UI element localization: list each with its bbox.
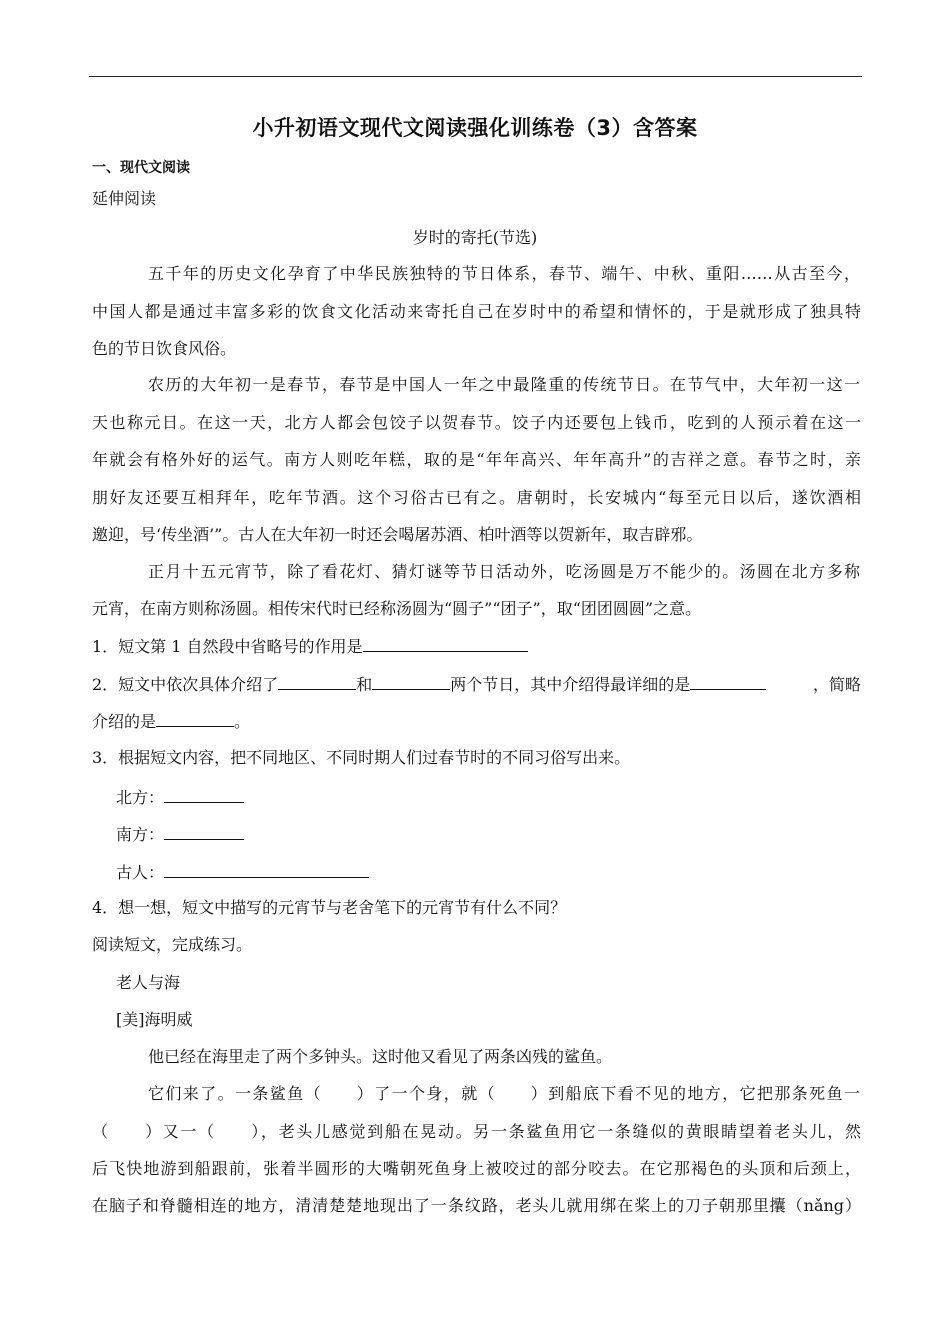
ancient-label: 古人： — [116, 863, 165, 882]
answer-blank-2b[interactable] — [372, 673, 450, 690]
question-1-text: 1．短文第 1 自然段中省略号的作用是 — [92, 637, 363, 656]
question-3-north — [116, 786, 244, 809]
passage2-line: （ ）又一（ ），老头儿感觉到船在晃动。另一条鲨鱼用它一条缝似的黄眼睛望着老头儿，然 — [92, 1122, 861, 1141]
question-2-text: 和 — [356, 675, 373, 694]
passage1-line: 天也称元日。在这一天，北方人都会包饺子以贺春节。饺子内还要包上钱币，吃到的人预示着在这一 — [92, 413, 861, 432]
passage1-intro: 延伸阅读 — [92, 189, 157, 208]
passage1-line: 五千年的历史文化孕育了中华民族独特的节日体系，春节、端午、中秋、重阳……从古至今， — [148, 264, 860, 283]
passage1-line: 年就会有格外好的运气。南方人则吃年糕，取的是“年年高兴、年年高升”的吉祥之意。春节之时，亲 — [92, 450, 861, 469]
passage1-line: 邀迎，号‘传坐酒’”。古人在大年初一时还会喝屠苏酒、柏叶酒等以贺新年，取吉辟邪。 — [92, 525, 703, 544]
answer-blank-2d[interactable] — [156, 710, 234, 727]
passage1-line: 中国人都是通过丰富多彩的饮食文化活动来寄托自己在岁时中的希望和情怀的，于是就形成了独具特 — [92, 302, 861, 321]
south-label: 南方： — [116, 825, 165, 844]
question-2-text: 介绍的是 — [92, 712, 157, 731]
north-label: 北方： — [116, 788, 165, 807]
passage1-line: 正月十五元宵节，除了看花灯、猜灯谜等节日活动外，吃汤圆是万不能少的。汤圆在北方多称 — [148, 562, 860, 581]
answer-blank-2a[interactable] — [278, 673, 356, 690]
answer-blank-2c[interactable] — [690, 673, 766, 690]
header-rule — [89, 76, 862, 77]
passage1-line: 农历的大年初一是春节，春节是中国人一年之中最隆重的传统节日。在节气中，大年初一这一 — [148, 375, 860, 394]
passage2-title: 老人与海 — [116, 973, 181, 992]
passage2-line: 后飞快地游到船跟前，张着半圆形的大嘴朝死鱼身上被咬过的部分咬去。在它那褐色的头顶和后颈上， — [92, 1159, 861, 1178]
passage1-heading: 岁时的寄托(节选) — [412, 228, 538, 247]
answer-blank-south[interactable] — [164, 823, 244, 840]
question-2-cont — [92, 710, 250, 733]
passage2-author: [美]海明威 — [116, 1010, 193, 1029]
question-2-text: 两个节日，其中介绍得最详细的是 — [450, 675, 691, 694]
passage2-line: 它们来了。一条鲨鱼（ ）了一个身，就（ ）到船底下看不见的地方，它把那条死鱼一 — [148, 1084, 860, 1103]
question-3-south — [116, 823, 244, 846]
passage2-instruction: 阅读短文，完成练习。 — [92, 935, 253, 954]
question-2-text: ，简略 — [812, 675, 861, 694]
document-title: 小升初语文现代文阅读强化训练卷（3）含答案 — [252, 116, 698, 140]
answer-blank-north[interactable] — [164, 786, 244, 803]
question-2-text: 。 — [234, 712, 251, 731]
question-3: 3．根据短文内容，把不同地区、不同时期人们过春节时的不同习俗写出来。 — [92, 748, 631, 767]
passage2-line: 在脑子和脊髓相连的地方，清清楚楚地现出了一条纹路，老头儿就用绑在桨上的刀子朝那里攮（nǎng） — [92, 1196, 861, 1215]
passage2-line: 他已经在海里走了两个多钟头。这时他又看见了两条凶残的鲨鱼。 — [148, 1047, 613, 1066]
question-1 — [92, 635, 528, 658]
passage1-line: 朋好友还要互相拜年，吃年节酒。这个习俗古已有之。唐朝时，长安城内“每至元日以后，遂饮酒相 — [92, 488, 861, 507]
section-heading: 一、现代文阅读 — [92, 160, 190, 176]
question-3-ancient — [116, 861, 369, 884]
answer-blank-ancient[interactable] — [164, 861, 369, 878]
answer-blank-1[interactable] — [363, 635, 528, 652]
question-2-text: 2．短文中依次具体介绍了 — [92, 675, 279, 694]
question-4: 4．想一想，短文中描写的元宵节与老舍笔下的元宵节有什么不同？ — [92, 898, 567, 917]
passage1-line: 色的节日饮食风俗。 — [92, 339, 237, 358]
question-2 — [92, 673, 861, 696]
passage1-line: 元宵，在南方则称汤圆。相传宋代时已经称汤圆为“圆子”“团子”，取“团团圆圆”之意。 — [92, 599, 702, 618]
